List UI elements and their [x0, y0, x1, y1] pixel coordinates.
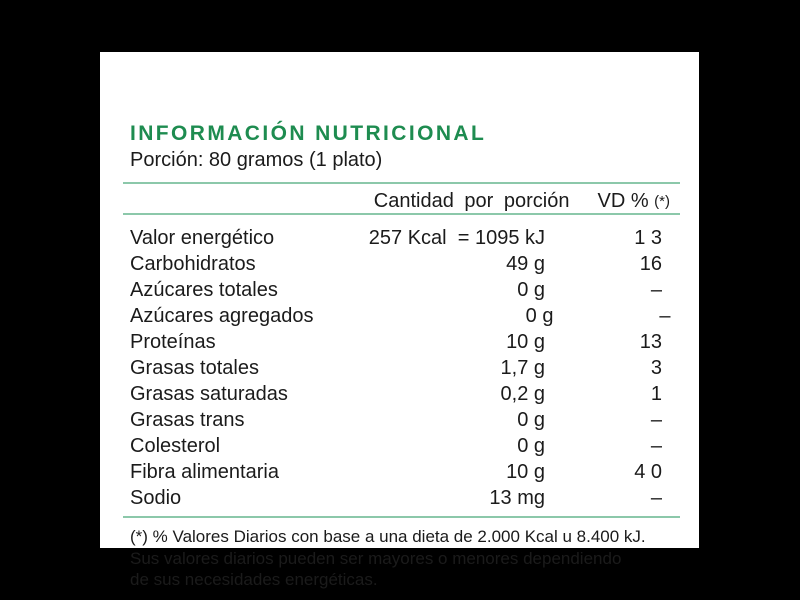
footnote-line-3: de sus necesidades energéticas.: [130, 570, 378, 589]
nutrient-name: Sodio: [130, 486, 182, 509]
nutrient-name: Proteínas: [130, 330, 216, 353]
portion-line: Porción: 80 gramos (1 plato): [130, 149, 383, 171]
nutrient-amount: 0 g: [525, 304, 554, 327]
nutrient-vd: 1: [650, 382, 662, 405]
vd-column-header: [597, 190, 670, 213]
divider-bottom: [123, 516, 680, 518]
nutrient-row: [123, 433, 680, 459]
nutrient-table: [123, 225, 680, 511]
nutrient-amount: 10 g: [506, 460, 545, 483]
nutrient-vd: 1 3: [634, 226, 662, 249]
nutrient-row: [123, 303, 680, 329]
nutrient-row: [123, 485, 680, 511]
nutrient-name: Grasas trans: [130, 408, 245, 431]
nutrient-amount: 49 g: [506, 252, 545, 275]
nutrient-name: Fibra alimentaria: [130, 460, 279, 483]
amount-column-header: Cantidad por porción: [373, 190, 570, 212]
nutrient-amount: 1,7 g: [500, 356, 545, 379]
nutrient-name: Azúcares agregados: [130, 304, 314, 327]
label-title: INFORMACIÓN NUTRICIONAL: [130, 122, 487, 145]
nutrient-amount: 0 g: [517, 434, 545, 457]
vd-header-text: VD %: [597, 190, 655, 212]
nutrient-row: [123, 225, 680, 251]
nutrient-amount: 13 mg: [489, 486, 545, 509]
nutrient-name: Valor energético: [130, 226, 275, 249]
nutrient-vd: –: [650, 278, 662, 301]
nutrition-label: [100, 52, 699, 589]
footnote: [130, 526, 675, 591]
footnote-line-1: (*) % Valores Diarios con base a una dieta de 2.000 Kcal u 8.400 kJ.: [130, 527, 646, 546]
nutrient-name: Colesterol: [130, 434, 221, 457]
nutrient-row: [123, 381, 680, 407]
nutrient-row: [123, 355, 680, 381]
nutrient-vd: –: [650, 486, 662, 509]
nutrient-row: [123, 329, 680, 355]
nutrient-amount: 257 Kcal = 1095 kJ: [368, 226, 545, 249]
nutrient-row: [123, 251, 680, 277]
nutrient-row: [123, 277, 680, 303]
divider-header: [123, 213, 680, 215]
footnote-line-2: Sus valores diarios pueden ser mayores o menores dependiendo: [130, 548, 622, 568]
nutrient-name: Carbohidratos: [130, 252, 256, 275]
nutrient-name: Azúcares totales: [130, 278, 278, 301]
divider-top: [123, 182, 680, 184]
nutrient-amount: 0 g: [517, 278, 545, 301]
nutrient-vd: 3: [650, 356, 662, 379]
nutrient-name: Grasas totales: [130, 356, 259, 379]
vd-header-asterisk: (*): [654, 193, 670, 210]
nutrient-row: [123, 407, 680, 433]
nutrient-amount: 0 g: [517, 408, 545, 431]
nutrient-name: Grasas saturadas: [130, 382, 288, 405]
nutrient-row: [123, 459, 680, 485]
nutrient-vd: –: [659, 304, 671, 327]
nutrient-vd: –: [650, 408, 662, 431]
nutrient-amount: 0,2 g: [500, 382, 545, 405]
nutrient-vd: 13: [639, 330, 662, 353]
nutrient-amount: 10 g: [506, 330, 545, 353]
table-header: [123, 188, 680, 213]
nutrient-vd: 4 0: [634, 460, 662, 483]
nutrient-vd: –: [650, 434, 662, 457]
nutrient-vd: 16: [639, 252, 662, 275]
